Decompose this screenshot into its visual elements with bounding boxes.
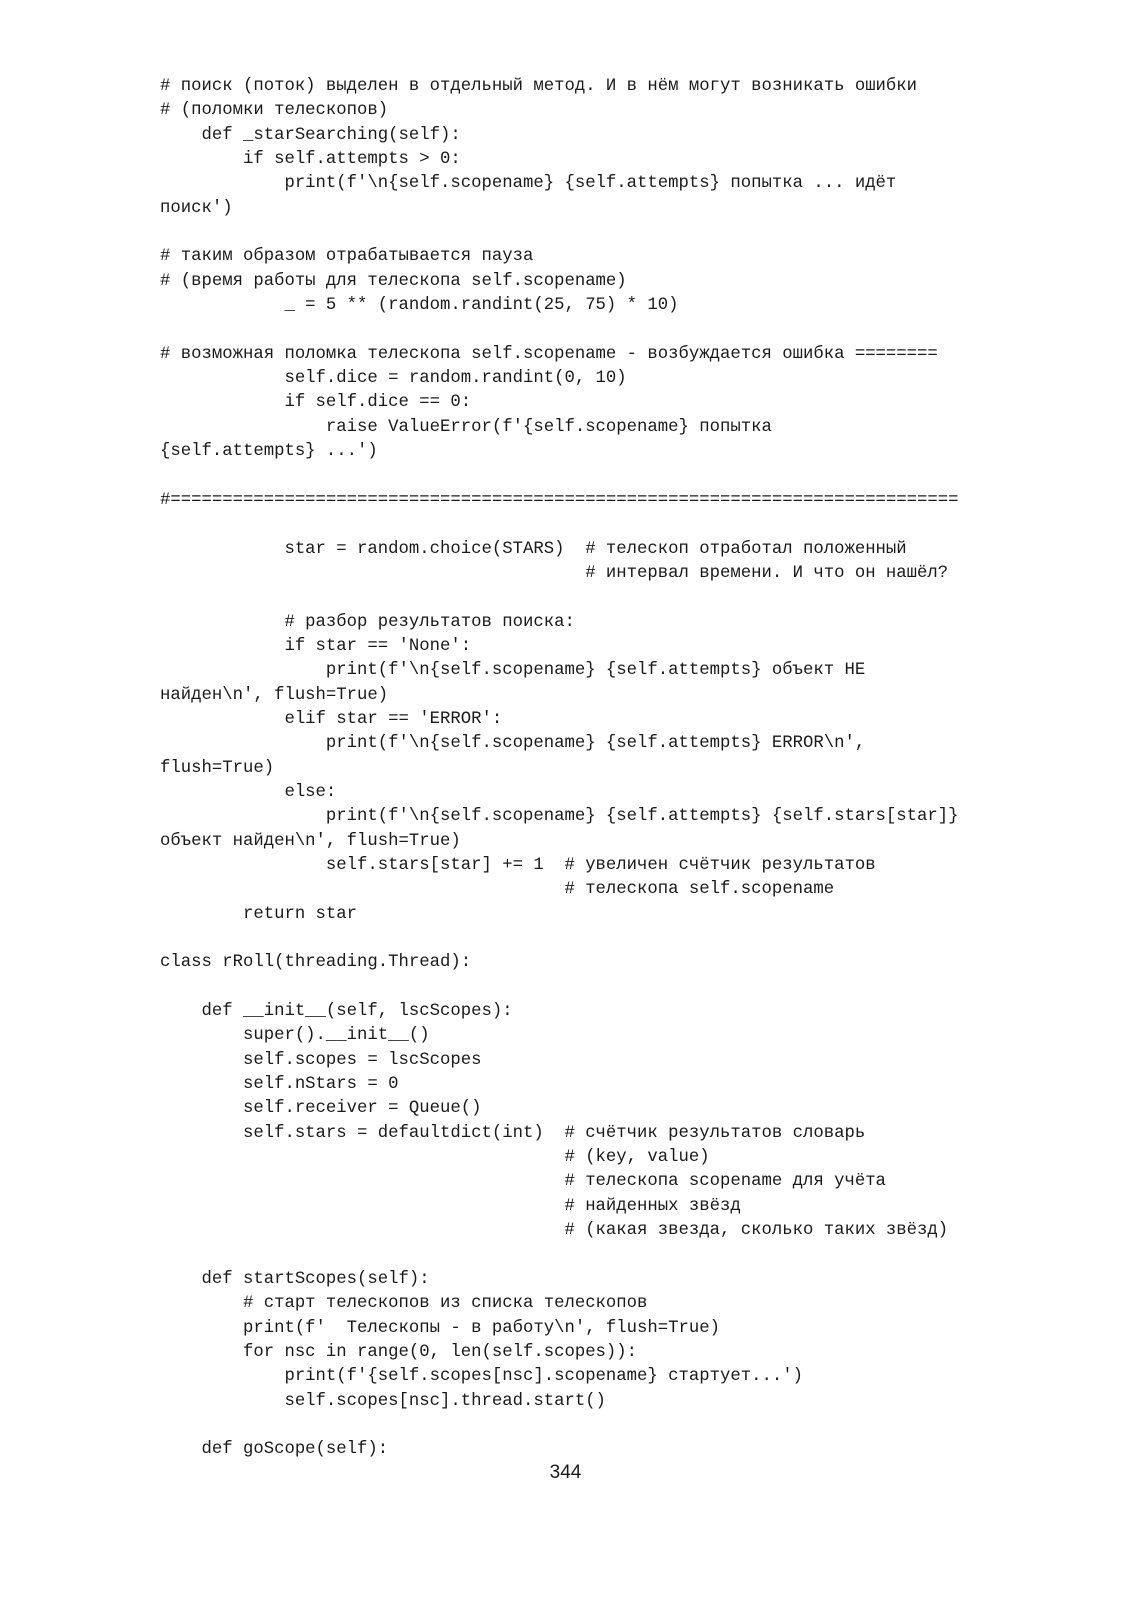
code-line: self.stars[star] += 1 # увеличен счётчик результатов [160,856,876,875]
code-line: super().__init__() [160,1026,430,1046]
code-line [160,1244,1060,1268]
code-line: def goScope(self): [160,1440,389,1460]
code-line: print(f'{self.scopes[nsc].scopename} стартует...') [160,1367,803,1387]
code-line [160,513,1060,537]
code-line: print(f'\n{self.scopename} {self.attempts} объект НЕ [160,661,866,681]
code-line: def _starSearching(self): [160,125,461,145]
code-line: self.stars = defaultdict(int) # счётчик результатов словарь [160,1123,866,1143]
code-line [160,586,1060,610]
code-line: _ = 5 ** (random.randint(25, 75) * 10) [160,296,679,316]
code-line: # найденных звёзд [160,1196,741,1216]
code-line: flush=True) [160,758,275,778]
code-line: print(f'\n{self.scopename} {self.attempts} попытка ... идёт [160,174,897,194]
code-line: {self.attempts} ...') [160,442,378,462]
code-line: # старт телескопов из списка телескопов [160,1294,648,1314]
code-line: # интервал времени. И что он нашёл? [160,563,949,583]
code-line: self.dice = random.randint(0, 10) [160,369,627,389]
code-line [160,976,1060,1000]
code-line: print(f' Телескопы - в работу\n', flush=True) [160,1318,721,1338]
code-line: поиск') [160,198,233,218]
code-line: # телескопа self.scopename [160,880,835,900]
code-line: # таким образом отрабатывается пауза [160,247,534,267]
code-line: # (какая звезда, сколько таких звёзд) [160,1221,949,1241]
code-line: return star [160,904,358,924]
code-line: self.scopes = lscScopes [160,1050,482,1070]
code-line: star = random.choice(STARS) # телескоп отработал положенный [160,539,907,559]
code-line: объект найден\n', flush=True) [160,831,461,851]
code-line: #============================================================================ [160,490,959,510]
code-line: # телескопа scopename для учёта [160,1172,886,1192]
code-line: if self.attempts > 0: [160,150,461,170]
code-line: class rRoll(threading.Thread): [160,953,472,973]
code-line: # разбор результатов поиска: [160,612,575,632]
code-line: else: [160,782,337,802]
code-line: def __init__(self, lscScopes): [160,1002,513,1022]
code-line: # (поломки телескопов) [160,101,389,121]
code-line: for nsc in range(0, len(self.scopes)): [160,1342,638,1362]
code-line: raise ValueError(f'{self.scopename} попытка [160,417,772,437]
code-line: if star == 'None': [160,636,472,656]
code-line [160,927,1060,951]
code-line: self.scopes[nsc].thread.start() [160,1391,606,1411]
code-line: # (время работы для телескопа self.scopename) [160,271,627,291]
code-line: # поиск (поток) выделен в отдельный метод. И в нём могут возникать ошибки [160,77,918,96]
code-line: self.receiver = Queue() [160,1099,482,1119]
code-line: if self.dice == 0: [160,393,472,413]
code-line: print(f'\n{self.scopename} {self.attempts} ERROR\n', [160,734,866,754]
code-line: print(f'\n{self.scopename} {self.attempts} {self.stars[star]} [160,807,959,827]
code-line [160,221,1060,245]
code-line [160,465,1060,489]
code-line [160,318,1060,342]
page-number: 344 [549,1462,582,1483]
code-line: найден\n', flush=True) [160,685,389,705]
code-line: # (key, value) [160,1148,710,1168]
code-line: self.nStars = 0 [160,1075,399,1095]
code-listing [160,75,1060,1463]
code-line: elif star == 'ERROR': [160,709,503,729]
code-line: def startScopes(self): [160,1269,430,1289]
code-line [160,1414,1060,1438]
code-line: # возможная поломка телескопа self.scopename - возбуждается ошибка ======== [160,344,938,364]
